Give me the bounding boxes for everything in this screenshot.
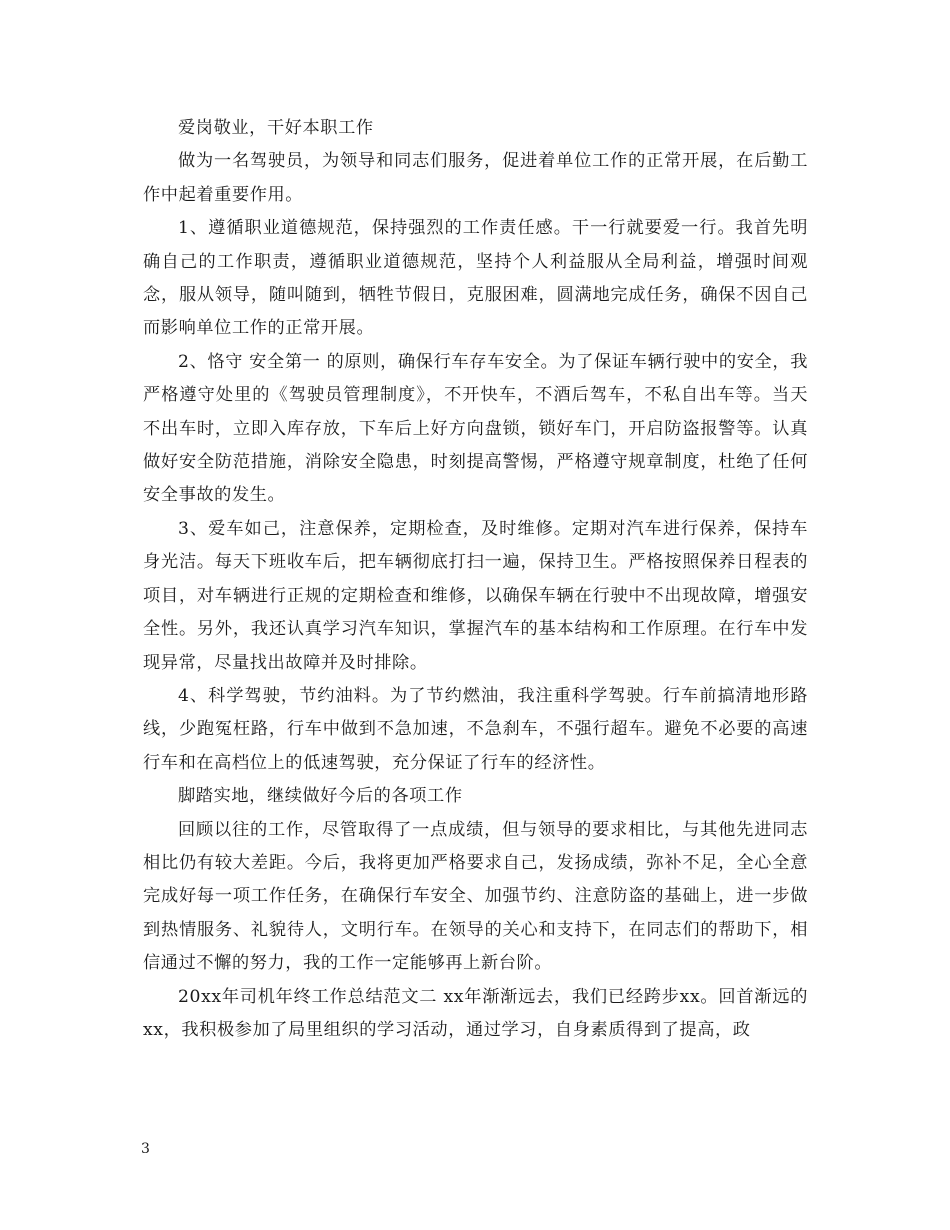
paragraph-review: 回顾以往的工作，尽管取得了一点成绩，但与领导的要求相比，与其他先进同志相比仍有较大差距。今后，我将更加严格要求自己，发扬成绩，弥补不足，全心全意完成好每一项工作任务，在确保行车安全、加强节约、注意防盗的基础上，进一步做到热情服务、礼貌待人，文明行车。在领导的关心和支持下，在同志们的帮助下，相信通过不懈的努力，我的工作一定能够再上新台阶。 xyxy=(143,819,808,974)
paragraph-intro: 做为一名驾驶员，为领导和同志们服务，促进着单位工作的正常开展，在后勤工作中起着重要作用。 xyxy=(143,151,808,205)
page-number: 3 xyxy=(141,1141,150,1157)
section-heading-dedication: 爱岗敬业，干好本职工作 xyxy=(178,118,374,138)
paragraph-item-1: 1、遵循职业道德规范，保持强烈的工作责任感。干一行就要爱一行。我首先明确自己的工作职责，遵循职业道德规范，坚持个人利益服从全局利益，增强时间观念，服从领导，随叫随到，牺牲节假日，克服困难，圆满地完成任务，确保不因自己而影响单位工作的正常开展。 xyxy=(143,218,808,339)
paragraph-item-2: 2、恪守 安全第一 的原则，确保行车存车安全。为了保证车辆行驶中的安全，我严格遵守处里的《驾驶员管理制度》，不开快车，不酒后驾车，不私自出车等。当天不出车时，立即入库存放，下车后上好方向盘锁，锁好车门，开启防盗报警等。认真做好安全防范措施，消除安全隐患，时刻提高警惕，严格遵守规章制度，杜绝了任何安全事故的发生。 xyxy=(143,351,808,506)
paragraph-item-3: 3、爱车如己，注意保养，定期检查，及时维修。定期对汽车进行保养，保持车身光洁。每天下班收车后，把车辆彻底打扫一遍，保持卫生。严格按照保养日程表的项目，对车辆进行正规的定期检查和维修，以确保车辆在行驶中不出现故障，增强安全性。另外，我还认真学习汽车知识，掌握汽车的基本结构和工作原理。在行车中发现异常，尽量找出故障并及时排除。 xyxy=(143,518,808,673)
paragraph-summary-two: 20xx年司机年终工作总结范文二 xx年渐渐远去，我们已经跨步xx。回首渐远的xx，我积极参加了局里组织的学习活动，通过学习，自身素质得到了提高，政 xyxy=(143,986,808,1040)
section-heading-future-work: 脚踏实地，继续做好今后的各项工作 xyxy=(178,786,463,807)
paragraph-item-4: 4、科学驾驶，节约油料。为了节约燃油，我注重科学驾驶。行车前搞清地形路线，少跑冤枉路，行车中做到不急加速，不急刹车，不强行超车。避免不必要的高速行车和在高档位上的低速驾驶，充分保证了行车的经济性。 xyxy=(143,685,808,773)
document-body xyxy=(143,112,808,1047)
